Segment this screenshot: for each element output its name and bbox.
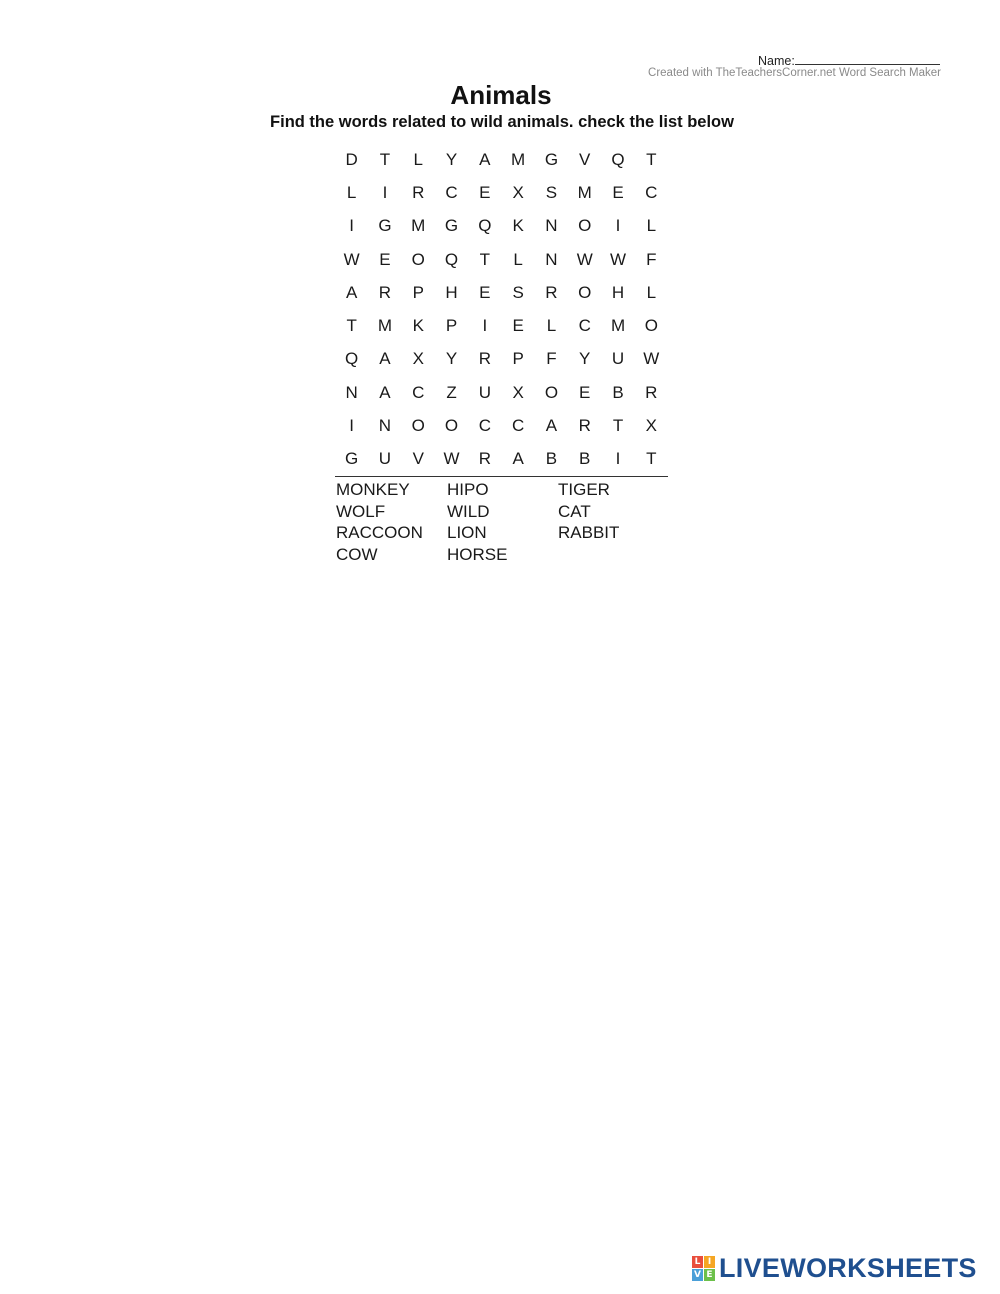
grid-letter[interactable]: O	[444, 416, 459, 436]
grid-letter[interactable]: A	[379, 349, 391, 369]
grid-letter[interactable]: U	[611, 349, 625, 369]
grid-letter[interactable]: E	[512, 316, 524, 336]
grid-letter[interactable]: R	[578, 416, 591, 436]
grid-letter[interactable]: G	[544, 149, 559, 169]
grid-letter[interactable]: O	[411, 416, 425, 436]
word-list-item: LION	[447, 523, 487, 543]
grid-letter[interactable]: Q	[478, 216, 492, 236]
grid-letter[interactable]: M	[610, 316, 626, 336]
grid-letter[interactable]: T	[479, 249, 491, 269]
word-list-item: RACCOON	[336, 523, 423, 543]
grid-letter[interactable]: V	[579, 149, 591, 169]
page-title: Animals	[450, 80, 552, 110]
grid-letter[interactable]: L	[646, 216, 657, 236]
liveworksheets-logo-icon	[692, 1256, 715, 1281]
grid-letter[interactable]: I	[615, 216, 621, 236]
word-list-item: MONKEY	[336, 480, 410, 499]
brand-footer	[692, 1253, 977, 1284]
grid-letter[interactable]: W	[443, 449, 460, 469]
grid-letter[interactable]: X	[512, 182, 524, 202]
instructions: Find the words related to wild animals. check the list below	[270, 113, 734, 131]
grid-letter[interactable]: H	[445, 282, 458, 302]
word-list-item: TIGER	[558, 480, 610, 499]
grid-letter[interactable]: I	[349, 416, 355, 436]
grid-letter[interactable]: S	[512, 282, 524, 302]
grid-letter[interactable]: C	[578, 316, 591, 336]
grid-letter[interactable]: O	[411, 249, 425, 269]
grid-letter[interactable]: Y	[579, 349, 591, 369]
grid-letter[interactable]: M	[577, 182, 592, 202]
word-list-item: RABBIT	[558, 523, 620, 543]
brand-name: LIVEWORKSHEETS	[719, 1253, 977, 1283]
grid-letter[interactable]: E	[479, 182, 491, 202]
word-list-item: HORSE	[447, 544, 508, 564]
grid-letter[interactable]: O	[578, 282, 592, 302]
grid-letter[interactable]: X	[412, 349, 424, 369]
logo-letter: I	[704, 1256, 715, 1268]
grid-letter[interactable]: O	[544, 382, 559, 402]
grid-letter[interactable]: N	[545, 249, 558, 269]
grid-letter[interactable]: Z	[446, 382, 457, 402]
credit-text: Created with TheTeachersCorner.net Word Search Maker	[648, 67, 941, 79]
grid-letter[interactable]: T	[646, 149, 657, 169]
grid-letter[interactable]: O	[578, 216, 592, 236]
name-label: Name:	[758, 54, 795, 68]
grid-letter[interactable]: I	[382, 182, 388, 202]
grid-letter[interactable]: I	[482, 316, 488, 336]
grid-letter[interactable]: P	[512, 349, 524, 369]
grid-letter[interactable]: G	[444, 216, 459, 236]
grid-row	[335, 143, 668, 176]
grid-letter[interactable]: W	[576, 249, 593, 269]
grid-row	[335, 343, 668, 376]
word-list-item: COW	[336, 544, 378, 564]
grid-letter[interactable]: C	[412, 382, 425, 402]
logo-letter: E	[704, 1269, 715, 1281]
grid-letter[interactable]: T	[612, 416, 624, 436]
grid-letter[interactable]: M	[511, 149, 526, 169]
grid-letter[interactable]: F	[546, 349, 557, 369]
grid-letter[interactable]: N	[378, 416, 392, 436]
grid-letter[interactable]: W	[643, 349, 660, 369]
grid-letter[interactable]: P	[445, 316, 458, 336]
word-list-item: HIPO	[447, 480, 489, 499]
grid-letter[interactable]: E	[612, 182, 624, 202]
grid-letter[interactable]: M	[411, 216, 426, 236]
grid-letter[interactable]: L	[413, 149, 423, 169]
logo-letter: V	[692, 1269, 703, 1281]
grid-row	[335, 409, 668, 442]
grid-letter[interactable]: R	[645, 382, 658, 402]
grid-letter[interactable]: K	[512, 216, 524, 236]
grid-letter[interactable]: R	[545, 282, 558, 302]
grid-letter[interactable]: T	[379, 149, 391, 169]
grid-letter[interactable]: A	[479, 149, 491, 169]
grid-letter[interactable]: A	[379, 382, 391, 402]
grid-letter[interactable]: Q	[345, 349, 359, 369]
grid-row	[335, 243, 668, 276]
grid-letter[interactable]: E	[379, 249, 391, 269]
grid-letter[interactable]: Y	[445, 149, 458, 169]
grid-letter[interactable]: W	[610, 249, 627, 269]
word-list-item: WOLF	[336, 501, 386, 521]
grid-letter[interactable]: V	[412, 449, 424, 469]
grid-letter[interactable]: C	[511, 416, 525, 436]
grid-letter[interactable]: D	[345, 149, 358, 169]
grid-letter[interactable]: B	[545, 449, 558, 469]
grid-letter[interactable]: W	[343, 249, 360, 269]
grid-letter[interactable]: A	[345, 282, 358, 302]
word-list	[336, 479, 676, 565]
grid-letter[interactable]: I	[349, 216, 355, 236]
grid-row	[335, 210, 668, 243]
grid-letter[interactable]: U	[378, 449, 392, 469]
grid-letter[interactable]: C	[478, 416, 491, 436]
grid-letter[interactable]: B	[612, 382, 624, 402]
grid-row	[335, 176, 668, 209]
grid-row	[335, 276, 668, 309]
grid-letter[interactable]: G	[378, 216, 392, 236]
grid-letter[interactable]: R	[478, 349, 491, 369]
grid-letter[interactable]: N	[345, 382, 358, 402]
grid-letter[interactable]: E	[579, 382, 591, 402]
name-blank-line[interactable]	[795, 52, 940, 65]
grid-letter[interactable]: R	[412, 182, 425, 202]
grid-letter[interactable]: X	[645, 416, 657, 436]
grid-letter[interactable]: T	[646, 449, 657, 469]
logo-letter: L	[692, 1256, 703, 1268]
grid-row	[335, 309, 668, 342]
grid-letter[interactable]: O	[644, 316, 658, 336]
grid-letter[interactable]: E	[479, 282, 491, 302]
grid-letter[interactable]: A	[545, 416, 558, 436]
grid-letter[interactable]: L	[513, 249, 523, 269]
word-list-item: CAT	[558, 501, 591, 521]
grid-letter[interactable]: K	[412, 316, 424, 336]
grid-letter[interactable]: N	[545, 216, 558, 236]
grid-letter[interactable]: P	[412, 282, 424, 302]
grid-letter[interactable]: B	[579, 449, 591, 469]
grid-letter[interactable]: C	[645, 182, 658, 202]
grid-letter[interactable]: L	[546, 316, 557, 336]
grid-letter[interactable]: Y	[445, 349, 458, 369]
grid-letter[interactable]: Q	[611, 149, 625, 169]
grid-letter[interactable]: Q	[444, 249, 459, 269]
grid-letter[interactable]: S	[545, 182, 558, 202]
grid-row	[335, 443, 668, 476]
grid-letter[interactable]: C	[445, 182, 458, 202]
grid-row	[335, 376, 668, 409]
grid-letter[interactable]: R	[478, 449, 491, 469]
grid-letter[interactable]: U	[478, 382, 491, 402]
grid-divider	[335, 476, 668, 477]
name-field[interactable]	[758, 52, 940, 68]
grid-letter[interactable]: M	[377, 316, 393, 336]
grid-letter[interactable]: F	[646, 249, 657, 269]
grid-letter[interactable]: I	[615, 449, 621, 469]
word-search-grid	[335, 143, 668, 476]
grid-letter[interactable]: L	[646, 282, 657, 302]
grid-letter[interactable]: T	[346, 316, 357, 336]
grid-letter[interactable]: L	[346, 182, 357, 202]
grid-letter[interactable]: R	[378, 282, 392, 302]
grid-letter[interactable]: A	[512, 449, 524, 469]
grid-letter[interactable]: G	[345, 449, 359, 469]
grid-letter[interactable]: X	[512, 382, 524, 402]
word-list-item: WILD	[447, 501, 490, 521]
grid-letter[interactable]: H	[611, 282, 625, 302]
